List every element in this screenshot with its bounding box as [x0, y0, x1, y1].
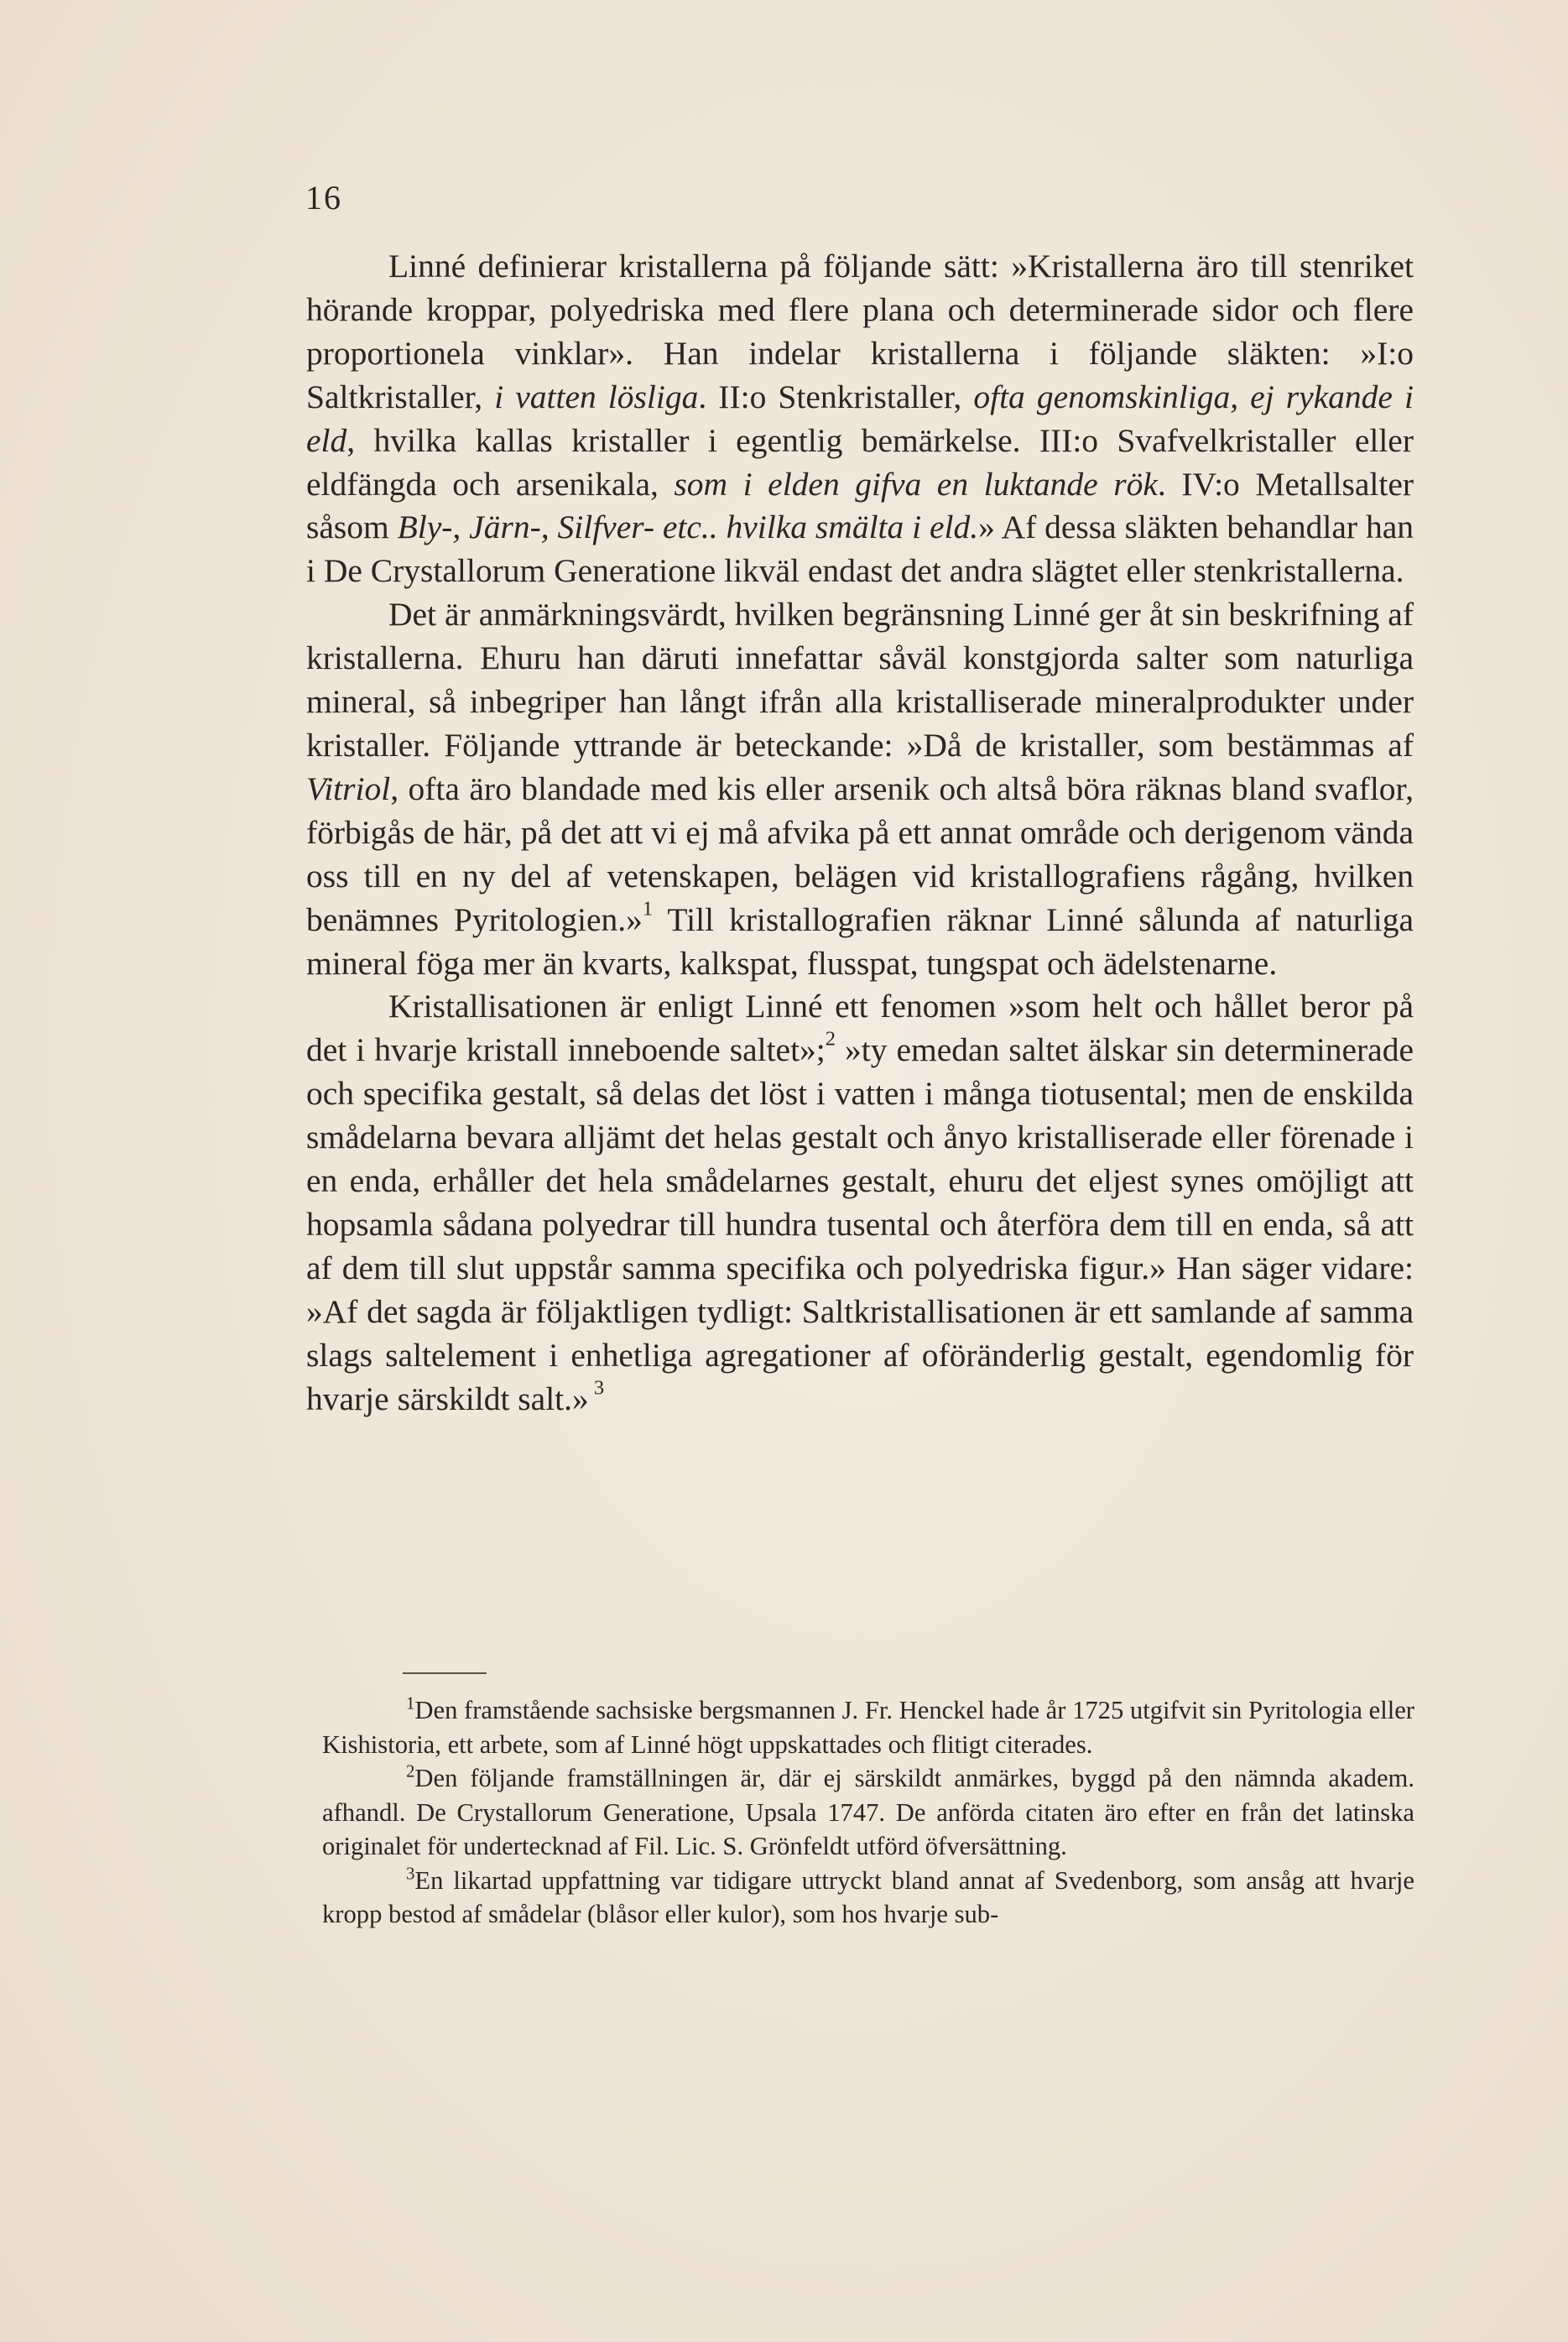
paragraph-3: [306, 985, 1414, 1421]
text-run: , ofta äro blandade med kis eller arsenik och altså böra räknas bland svaflor, förbigås de här, på det att vi ej må afvika på ett annat område och derigenom vända oss till en ny del af vetenskapen, belägen vid kristallografiens rågång, hvilken benämnes Pyritologien.»: [306, 769, 1414, 938]
main-text: [306, 245, 1414, 1421]
text-run: Kristallisationen är enligt Linné ett fenomen »som helt och hållet beror på det i hvarje kristall inneboende saltet»;: [306, 988, 1414, 1069]
footnote-reference: 2: [825, 1027, 836, 1051]
italic-phrase: Bly-, Järn-, Silfver- etc.. hvilka smälta i eld.: [397, 509, 979, 546]
footnote-3: [322, 1864, 1414, 1932]
footnote-reference: 3: [588, 1376, 605, 1400]
footnote-mark: 2: [406, 1761, 415, 1781]
italic-phrase: ofta genomskinliga, ej rykande i eld: [306, 378, 1414, 459]
text-run: »ty emedan saltet älskar sin determinerade och specifika gestalt, så delas det löst i vatten i många tiotusental; men de enskilda smådelarna bevara alljämt det helas gestalt och ånyo kristalliserade eller förenade i en enda, erhåller det hela smådelarnes gestalt, ehuru det eljest synes omöjligt att hopsamla sådana polyedrar till hundra tusental och återföra dem till en enda, så att af dem till slut uppstår samma specifika och polyedriska figur.» Han säger vidare: »Af det sagda är följaktligen tydligt: Saltkristallisationen är ett samlande af samma slags saltelement i enhetliga agregationer af oföränderlig gestalt, egendomlig för hvarje särskildt salt.»: [306, 1031, 1414, 1417]
italic-phrase: Vitriol: [306, 769, 391, 807]
paragraph-1: [306, 245, 1414, 593]
footnote-divider: [403, 1672, 487, 1674]
text-run: . IV:o Metallsalter såsom: [306, 465, 1414, 546]
footnote-text: Den framstående sachsiske bergsmannen J. Fr. Henckel hade år 1725 utgifvit sin Pyritologia eller Kishistoria, ett arbete, som af Linné högt uppskattades och flitigt citerades.: [322, 1696, 1414, 1759]
footnote-mark: 3: [406, 1864, 415, 1884]
footnote-reference: 1: [642, 897, 654, 921]
text-run: . II:o Stenkristaller,: [698, 378, 974, 415]
text-run: Till kristallografien räknar Linné sålunda af naturliga mineral föga mer än kvarts, kalkspat, flusspat, tungspat och ädelstenarne.: [306, 900, 1414, 982]
text-run: , hvilka kallas kristaller i egentlig bemärkelse. III:o Svafvelkristaller eller eldfängda och arsenikala,: [306, 421, 1414, 503]
page-number: 16: [305, 179, 342, 216]
italic-phrase: som i elden gifva en luktande rök: [674, 465, 1158, 503]
footnote-1: [322, 1693, 1414, 1761]
italic-phrase: i vatten lösliga: [494, 378, 699, 415]
text-run: » Af dessa släkten behandlar han i De Crystallorum Generatione likväl endast det andra slägtet eller stenkristallerna.: [306, 509, 1414, 590]
footnote-text: En likartad uppfattning var tidigare uttryckt bland annat af Svedenborg, som ansåg att hvarje kropp bestod af smådelar (blåsor eller kulor), som hos hvarje sub-: [322, 1865, 1414, 1928]
footnote-text: Den följande framställningen är, där ej särskildt anmärkes, byggd på den nämnda akadem. afhandl. De Crystallorum Generatione, Upsala 1747. De anförda citaten äro efter en från det latinska originalet för undertecknad af Fil. Lic. S. Grönfeldt utförd öfversättning.: [322, 1764, 1414, 1860]
paragraph-2: [306, 593, 1414, 985]
footnote-mark: 1: [406, 1693, 415, 1713]
footnote-2: [322, 1761, 1414, 1864]
text-run: Linné definierar kristallerna på följande sätt: »Kristallerna äro till stenriket hörande kroppar, polyedriska med flere plana och determinerade sidor och flere proportionela vinklar». Han indelar kristallerna i följande släkten: »I:o Saltkristaller,: [306, 248, 1414, 415]
text-run: Det är anmärkningsvärdt, hvilken begränsning Linné ger åt sin beskrifning af kristallerna. Ehuru han däruti innefattar såväl konstgjorda salter som naturliga mineral, så inbegriper han långt ifrån alla kristalliserade mineralprodukter under kristaller. Följande yttrande är beteckande: »Då de kristaller, som bestämmas af: [306, 596, 1414, 764]
footnotes: [322, 1693, 1414, 1932]
